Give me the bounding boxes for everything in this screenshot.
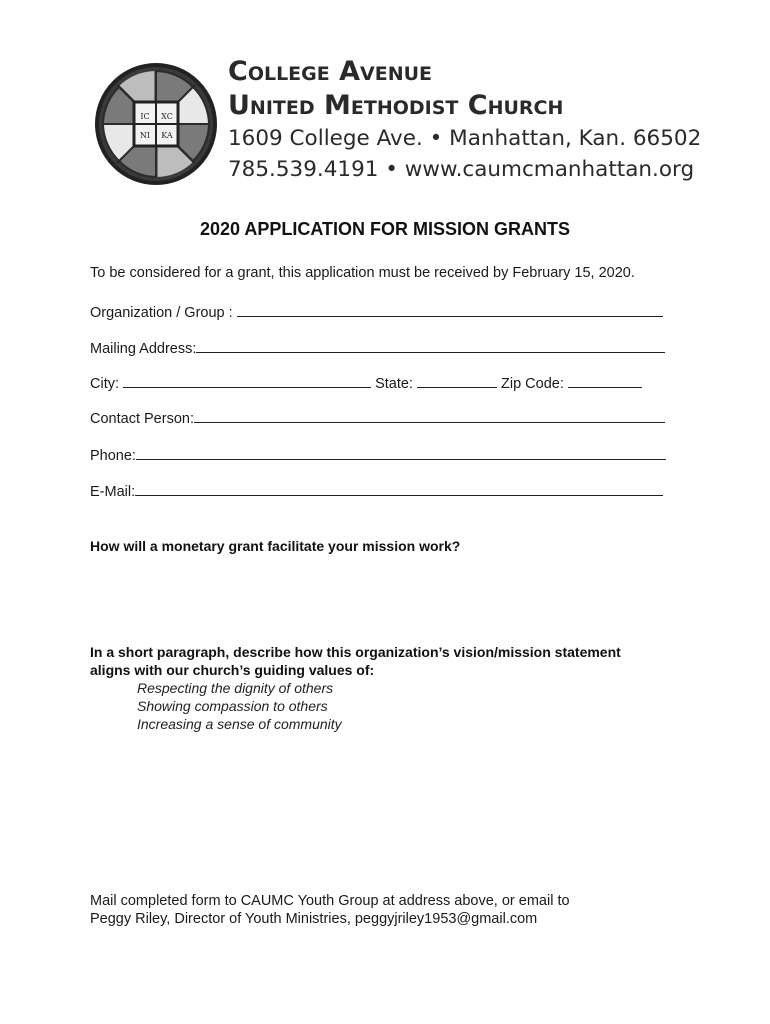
footer-line1: Mail completed form to CAUMC Youth Group at address above, or email to — [90, 893, 570, 909]
church-info — [228, 55, 702, 185]
city-label: City: — [90, 376, 119, 392]
footer-line2: Peggy Riley, Director of Youth Ministries, peggyjriley1953@gmail.com — [90, 911, 538, 927]
email-row — [90, 481, 663, 500]
church-name-line2: United Methodist Church — [228, 90, 564, 121]
organization-label: Organization / Group : — [90, 305, 233, 321]
email-field[interactable] — [135, 481, 663, 496]
contact-person-label: Contact Person: — [90, 411, 194, 427]
state-field[interactable] — [417, 373, 497, 388]
letterhead — [95, 55, 702, 200]
mailing-address-label: Mailing Address: — [90, 341, 197, 357]
value-item: Respecting the dignity of others — [137, 680, 334, 696]
state-label: State: — [375, 376, 413, 392]
svg-text:IC: IC — [140, 112, 150, 121]
value-item: Showing compassion to others — [137, 698, 328, 714]
page-title: 2020 APPLICATION FOR MISSION GRANTS — [199, 219, 571, 239]
organization-row — [90, 302, 663, 321]
city-state-zip-row — [90, 373, 642, 392]
phone-field[interactable] — [136, 445, 666, 460]
question-vision-line1: In a short paragraph, describe how this organization’s vision/mission statement — [90, 644, 621, 660]
contact-row — [90, 408, 665, 427]
phone-label: Phone: — [90, 448, 136, 464]
zip-label: Zip Code: — [501, 376, 564, 392]
svg-text:KA: KA — [161, 131, 173, 140]
mailing-row — [90, 338, 665, 357]
question-grant-facilitation: How will a monetary grant facilitate your mission work? — [90, 538, 461, 554]
deadline-text: To be considered for a grant, this application must be received by February 15, 2020. — [90, 265, 635, 281]
zip-field[interactable] — [568, 373, 642, 388]
contact-person-field[interactable] — [194, 408, 665, 423]
email-label: E-Mail: — [90, 484, 136, 500]
svg-text:NI: NI — [139, 131, 151, 140]
church-seal-logo — [95, 63, 217, 185]
church-address: 1609 College Ave. • Manhattan, Kan. 66502 — [228, 126, 702, 151]
phone-row — [90, 445, 666, 464]
mailing-address-field[interactable] — [196, 338, 665, 353]
organization-field[interactable] — [237, 302, 663, 317]
church-name-line1: College Avenue — [228, 56, 433, 87]
svg-text:XC: XC — [161, 112, 173, 121]
value-item: Increasing a sense of community — [137, 716, 342, 732]
church-contact: 785.539.4191 • www.caumcmanhattan.org — [228, 157, 695, 182]
question-vision-line2: aligns with our church’s guiding values of: — [90, 662, 375, 678]
city-field[interactable] — [123, 373, 371, 388]
